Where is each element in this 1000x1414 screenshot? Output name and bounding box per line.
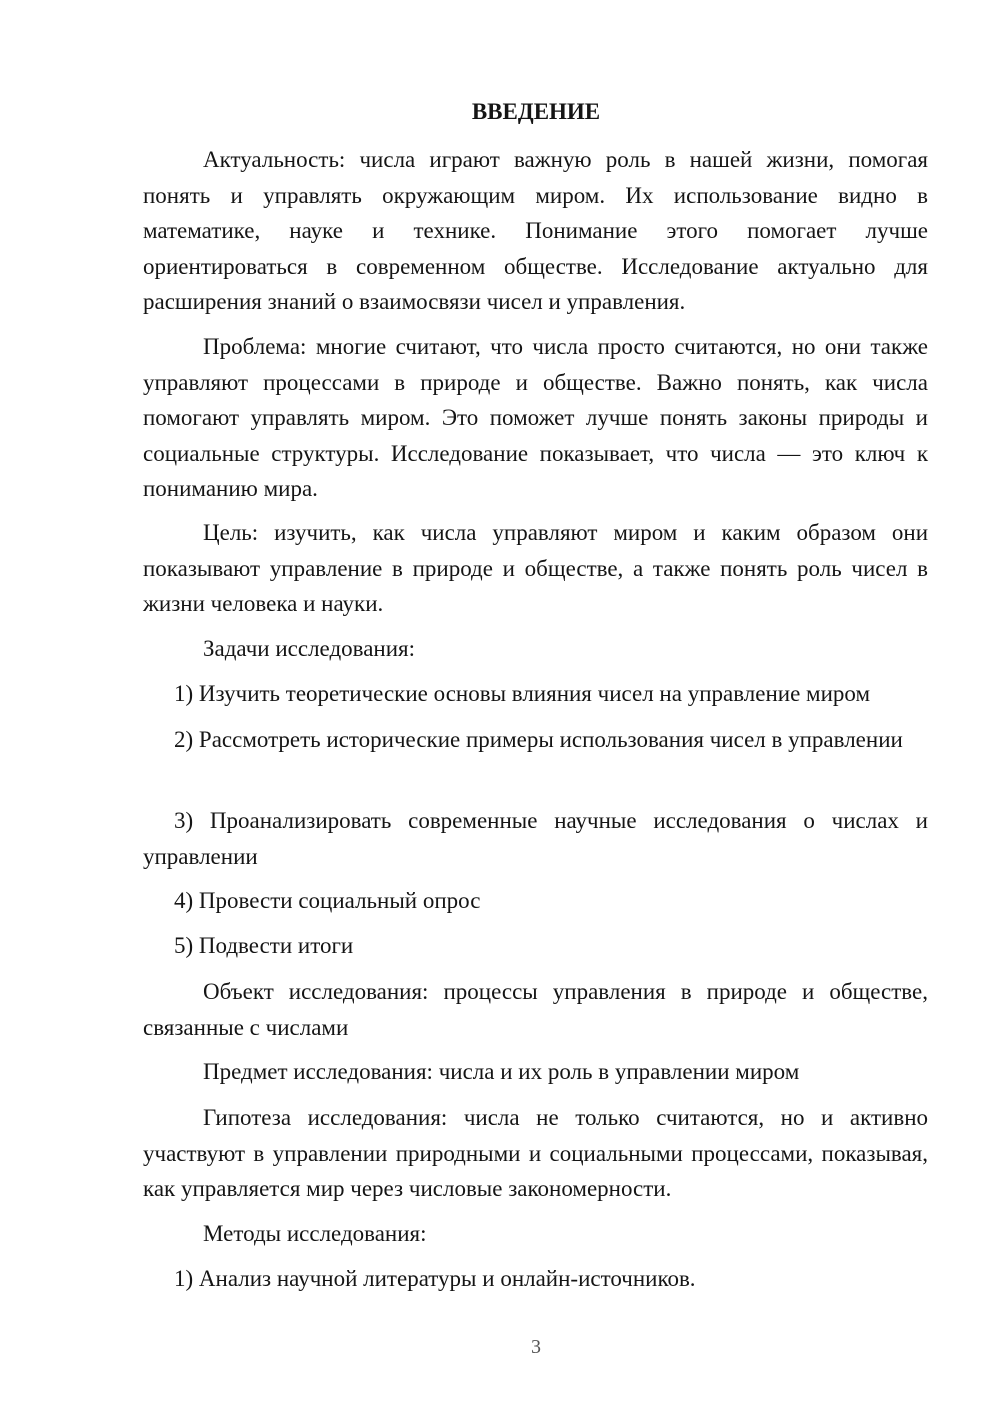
paragraph-object: Объект исследования: процессы управления в природе и обществе, связанные с числами: [143, 979, 928, 1040]
section-title: ВВЕДЕНИЕ: [471, 99, 601, 124]
paragraph-goal: Цель: изучить, как числа управляют миром и каким образом они показывают управление в природе и обществе, а также понять роль чисел в жизни человека и науки.: [143, 520, 928, 616]
list-item-method-1: 1) Анализ научной литературы и онлайн-источников.: [174, 1266, 696, 1291]
paragraph-subject: Предмет исследования: числа и их роль в управлении миром: [203, 1059, 800, 1084]
paragraph-problem: Проблема: многие считают, что числа просто считаются, но они также управляют процессами в природе и обществе. Важно понять, как числа помогают управлять миром. Это поможет лучше понять законы природы и социальные структуры. Исследование показывает, что числа — это ключ к пониманию мира.: [143, 334, 928, 501]
paragraph-tasks-heading: Задачи исследования:: [203, 636, 416, 661]
list-item-task-1: 1) Изучить теоретические основы влияния чисел на управление миром: [174, 681, 871, 706]
list-item-task-5: 5) Подвести итоги: [174, 933, 354, 958]
page-number: 3: [531, 1336, 541, 1358]
list-item-task-2: 2) Рассмотреть исторические примеры использования чисел в управлении: [174, 727, 903, 752]
list-item-task-4: 4) Провести социальный опрос: [174, 888, 481, 913]
list-item-task-3: 3) Проанализировать современные научные исследования о числах и управлении: [143, 808, 928, 869]
paragraph-methods-heading: Методы исследования:: [203, 1221, 427, 1246]
paragraph-hypothesis: Гипотеза исследования: числа не только считаются, но и активно участвуют в управлении природными и социальными процессами, показывая, как управляется мир через числовые закономерности.: [143, 1105, 928, 1201]
paragraph-relevance: Актуальность: числа играют важную роль в нашей жизни, помогая понять и управлять окружающим миром. Их использование видно в математике, науке и технике. Понимание этого помогает лучше ориентироваться в современном обществе. Исследование актуально для расширения знаний о взаимосвязи чисел и управления.: [143, 147, 928, 314]
